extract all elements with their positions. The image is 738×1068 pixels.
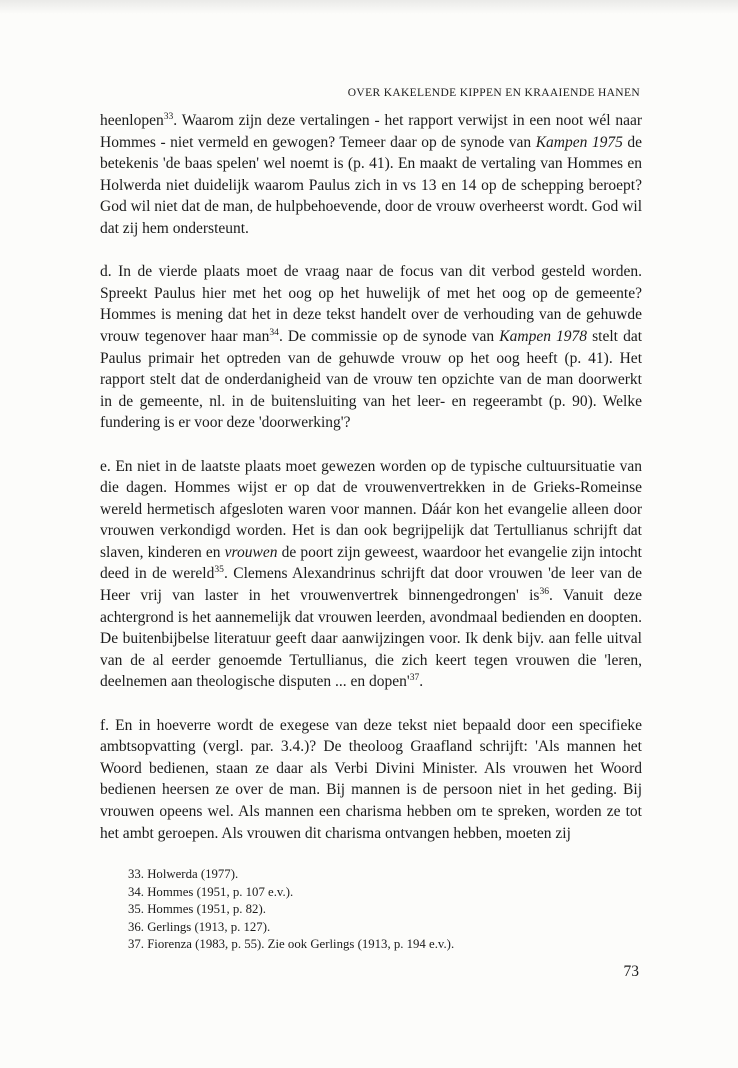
text-run: de betekenis 'de baas spelen' wel noemt is (p. 41). En maakt de vertaling van Hommes en Holwerda niet duidelijk waarom Paulus zich in vs 13 en 14 op de schepping beroept? God wil niet dat de man, de hulpbehoevende, door de vrouw overheerst wordt. God wil dat zij hem ondersteunt. [100,133,642,237]
body-text [100,110,642,844]
text-run: . De commissie op de synode van [278,327,500,345]
paragraph [100,261,642,434]
text-run: de poort zijn geweest, waardoor het evangelie zijn intocht deed in de wereld [100,543,642,583]
footnote: 37. Fiorenza (1983, p. 55). Zie ook Gerlings (1913, p. 194 e.v.). [128,937,455,952]
paragraph [100,456,642,694]
text-run: stelt dat Paulus primair het optreden van de gehuwde vrouw op het oog heeft (p. 41). Het rapport stelt dat de onderdanigheid van de vrouw ten opzichte van de man doorwerkt in de gemeente, nl. in de buitensluiting van het leer- en regeerambt (p. 90). Welke fundering is er voor deze 'doorwerking'? [100,327,642,432]
text-run: . Waarom zijn deze vertalingen - het rapport verwijst in een noot wél naar Hommes - niet vermeld en gewogen? Temeer daar op de synode van [100,112,642,151]
footnote-ref: 36 [539,585,550,597]
text-run: Kampen 1978 [499,327,588,345]
footnote-ref: 37 [409,672,420,684]
text-run: . Clemens Alexandrinus schrijft dat door vrouwen 'de leer van de Heer vrij van laster in het vrouwenvertrek binnengedrongen' is [100,565,642,605]
footnote: 35. Hommes (1951, p. 82). [128,902,266,917]
text-run: d. In de vierde plaats moet de vraag naar de focus van dit verbod gesteld worden. Spreekt Paulus hier met het oog op het huwelijk of met het oog op de gemeente? Hommes is mening dat het in deze tekst handelt over de verhouding van de gehuwde vrouw tegenover haar man [100,263,642,345]
text-run: Kampen 1975 [535,133,623,151]
footnote-ref: 33 [163,110,174,122]
page-number: 73 [623,963,639,980]
text-run: heenlopen [100,112,164,129]
scan-edge-shadow [0,0,738,14]
footnote: 36. Gerlings (1913, p. 127). [128,919,271,934]
text-run: . Vanuit deze achtergrond is het aannemelijk dat vrouwen leerden, avondmaal bedienden en doopten. De buitenbijbelse literatuur geeft daar aanwijzingen voor. Ik denk bijv. aan felle uitval van de al eerder genoemde Tertullianus, die zich keert tegen vrouwen die 'leren, deelnemen aan theologische disputen ... en dopen' [100,587,642,691]
footnote: 33. Holwerda (1977). [128,867,239,881]
footnote-ref: 35 [214,564,224,576]
footnote-ref: 34 [269,326,279,338]
text-run: . [419,673,424,691]
text-run: e. En niet in de laatste plaats moet gewezen worden op de typische cultuursituatie van die dagen. Hommes wijst er op dat de vrouwenvertrekken in de Grieks-Romeinse wereld hermetisch afgesloten waren voor mannen. Dáár kon het evangelie alleen door vrouwen verkondigd worden. Het is dan ook begrijpelijk dat Tertullianus schrijft dat slaven, kinderen en [100,457,642,561]
footnotes-section [128,866,642,954]
paragraph [100,715,642,845]
text-run: f. En in hoeverre wordt de exegese van deze tekst niet bepaald door een specifieke ambtsopvatting (vergl. par. 3.4.)? De theoloog Graafland schrijft: 'Als mannen het Woord bedienen, staan ze daar als Verbi Divini Minister. Als vrouwen het Woord bedienen heersen ze over de man. Bij mannen is de persoon niet in het geding. Bij vrouwen opeens wel. Als mannen een charisma hebben om te spreken, worden ze tot het ambt geroepen. Als vrouwen dit charisma ontvangen hebben, moeten zij [100,716,642,842]
running-head: OVER KAKELENDE KIPPEN EN KRAAIENDE HANEN [347,87,640,99]
paragraph [100,110,642,240]
footnote: 34. Hommes (1951, p. 107 e.v.). [128,884,294,899]
text-run: vrouwen [224,543,278,561]
